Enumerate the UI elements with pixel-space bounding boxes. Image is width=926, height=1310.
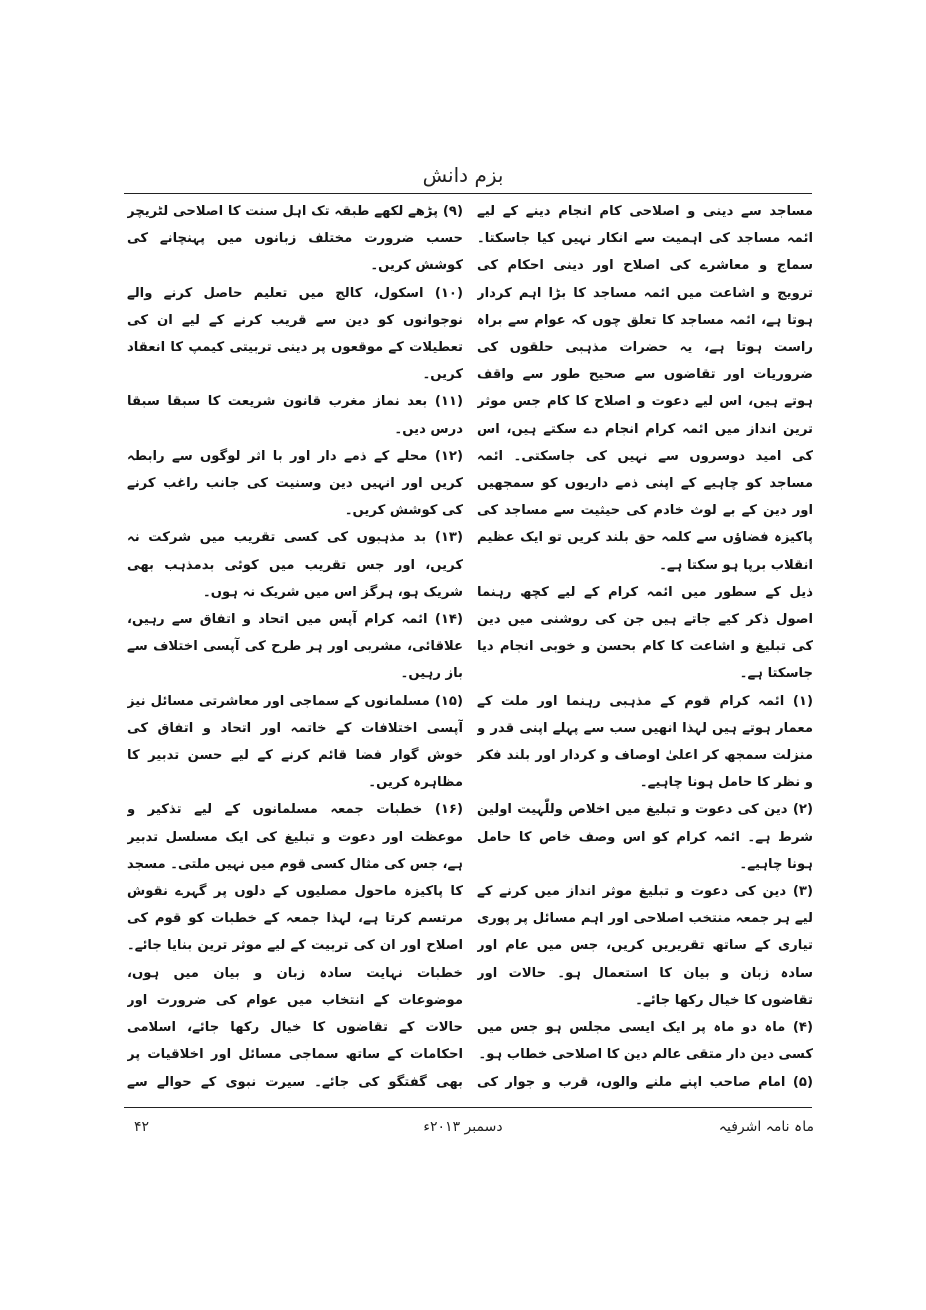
guideline-item-12: (۱۲) محلے کے ذمے دار اور با اثر لوگوں سے رابطہ کریں اور انہیں دین وسنیت کی جانب راغب کرنے کی کوشش کریں۔: [127, 448, 463, 519]
guideline-item-10: (۱۰) اسکول، کالج میں تعلیم حاصل کرنے والے نوجوانوں کو دین سے قریب کرنے کے لیے ان کی تعطیلات کے موقعوں پر دینی تربیتی کیمپ کا انعقاد کریں۔: [127, 285, 463, 383]
issue-date: دسمبر ۲۰۱۳ء: [423, 1119, 503, 1135]
guideline-item-4: (۴) ماہ دو ماہ پر ایک ایسی مجلس ہو جس میں کسی دین دار متقی عالم دین کا اصلاحی خطاب ہو۔: [477, 1020, 813, 1063]
right-column: [477, 198, 813, 1093]
guidelines-intro-paragraph: ذیل کے سطور میں ائمہ کرام کے لیے کچھ رہنما اصول ذکر کیے جاتے ہیں جن کی روشنی میں دین کی تبلیغ و اشاعت کا کام بحسن و خوبی انجام دیا جاسکتا ہے۔: [477, 584, 813, 682]
header-rule: [124, 193, 812, 194]
guideline-item-1: (۱) ائمہ کرام قوم کے مذہبی رہنما اور ملت کے معمار ہوتے ہیں لہذا انھیں سب سے پہلے اپنی قدر و منزلت سمجھ کر اعلیٰ اوصاف و کردار اور بلند فکر و نظر کا حامل ہونا چاہیے۔: [477, 693, 813, 791]
guideline-item-13: (۱۳) بد مذہبوں کی کسی تقریب میں شرکت نہ کریں، اور جس تقریب میں کوئی بدمذہب بھی شریک ہو، ہرگز اس میں شریک نہ ہوں۔: [127, 530, 463, 600]
guideline-item-5: (۵) امام صاحب اپنے ملنے والوں، قرب و جوار کی: [477, 1074, 813, 1090]
guideline-item-11: (۱۱) بعد نماز مغرب قانون شریعت کا سبقا سبقا درس دیں۔: [127, 394, 463, 437]
guideline-item-16: (۱۶) خطبات جمعہ مسلمانوں کے لیے تذکیر و موعظت اور دعوت و تبلیغ کی ایک مسلسل تدبیر ہے، جس کی مثال کسی قوم میں نہیں ملتی۔ مسجد کا پاکیزہ ماحول مصلیوں کے دلوں پر گہرے نقوش مرتسم کرتا ہے، لہذا جمعہ کے خطبات کو قوم کی اصلاح اور ان کی تربیت کے لیے موثر ترین بنایا جائے۔ خطبات نہایت سادہ زبان و بیان میں ہوں، موضوعات کے انتخاب میں عوام کی ضرورت اور حالات کے تقاضوں کا خیال رکھا جائے، اسلامی احکامات کے ساتھ سماجی مسائل اور اخلاقیات پر بھی گفتگو کی جائے۔ سیرت نبوی کے حوالے سے: [127, 802, 463, 1090]
guideline-item-14: (۱۴) ائمہ کرام آپس میں اتحاد و اتفاق سے رہیں، علاقائی، مشربی اور ہر طرح کی آپسی اختلاف سے باز رہیں۔: [127, 612, 463, 682]
guideline-item-15: (۱۵) مسلمانوں کے سماجی اور معاشرتی مسائل نیز آپسی اختلافات کے خاتمہ اور اتحاد و اتفاق کی خوش گوار فضا قائم کرنے کے لیے حسن تدبیر کا مظاہرہ کریں۔: [127, 693, 463, 791]
left-column: [127, 198, 463, 1093]
publication-name: ماہ نامہ اشرفیہ: [718, 1119, 814, 1135]
guideline-item-2: (۲) دین کی دعوت و تبلیغ میں اخلاص وللّٰہیت اولین شرط ہے۔ ائمہ کرام کو اس وصف خاص کا حامل ہونا چاہیے۔: [477, 802, 813, 872]
page-number: ۴۲: [134, 1119, 150, 1135]
intro-paragraph: مساجد سے دینی و اصلاحی کام انجام دینے کے لیے ائمہ مساجد کی اہمیت سے انکار نہیں کیا جاسکتا۔ سماج و معاشرے کی اصلاح اور دینی احکام کی ترویج و اشاعت میں ائمہ مساجد کا بڑا اہم کردار ہوتا ہے، ائمہ مساجد کا تعلق چوں کہ عوام سے براہ راست ہوتا ہے، یہ حضرات مذہبی حلقوں کی ضروریات اور تقاضوں سے صحیح طور سے واقف ہوتے ہیں، اس لیے دعوت و اصلاح کا کام جس موثر ترین انداز میں ائمہ کرام انجام دے سکتے ہیں، اس کی امید دوسروں سے نہیں کی جاسکتی۔ ائمہ مساجد کو چاہیے کے اپنی ذمے داریوں کو سمجھیں اور دین کے بے لوث خادم کی حیثیت سے مساجد کی پاکیزہ فضاؤں سے کلمہ حق بلند کریں تو ایک عظیم انقلاب برپا ہو سکتا ہے۔: [477, 204, 813, 573]
guideline-item-9: (۹) پڑھے لکھے طبقہ تک اہل سنت کا اصلاحی لٹریچر حسب ضرورت مختلف زبانوں میں پہنچانے کی کوشش کریں۔: [127, 204, 463, 274]
section-title: بزم دانش: [422, 163, 504, 187]
guideline-item-3: (۳) دین کی دعوت و تبلیغ موثر انداز میں کرنے کے لیے ہر جمعہ منتخب اصلاحی اور اہم مسائل پر پوری تیاری کے ساتھ تقریریں کریں، جس میں عام اور سادہ زبان و بیان کا استعمال ہو۔ حالات اور تقاضوں کا خیال رکھا جائے۔: [477, 884, 813, 1008]
footer-rule: [124, 1107, 812, 1108]
